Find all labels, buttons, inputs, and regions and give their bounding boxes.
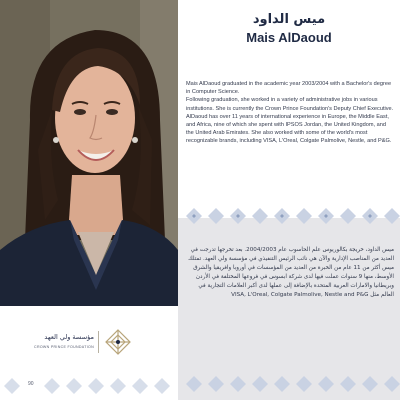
crown-prince-foundation-logo-icon <box>104 328 132 356</box>
foundation-name-english: CROWN PRINCE FOUNDATION <box>34 345 94 349</box>
name-arabic: ميس الداود <box>252 12 326 27</box>
diamond-pattern-top <box>178 202 400 230</box>
portrait-illustration <box>0 0 178 306</box>
foundation-name-arabic: مؤسسة ولي العهد <box>44 333 94 341</box>
name-english: Mais AlDaoud <box>246 30 332 45</box>
diamond-pattern-footer <box>0 372 178 400</box>
bio-paragraph-2: Following graduation, she worked in a variety of administrative jobs in various institutions. She is currently the Crown Prince Foundation's Deputy Chief Executive. <box>186 97 394 112</box>
logo-divider <box>98 331 99 353</box>
bio-paragraph-3: AlDaoud has over 11 years of international experience in Europe, the Middle East, and Africa, nine of which she spent with IPSOS Jordan, the United Kingdom, and the United Arab Emirates. She also worked with some of the world's most recognizable brands, including VISA, L'Oreal, Colgate Palmolive, Nestle, and P&G. <box>186 113 392 145</box>
diamond-pattern-bottom <box>178 368 400 400</box>
biography-arabic: ميس الداود، خريجة بكالوريوس علم الحاسوب عام 2004/2003. بعد تخرجها تدرجت في العديد من المناصب الإدارية والآن هي نائب الرئيس التنفيذي في مؤسسة ولي العهد. تمتلك ميس أكثر من 11 عام من الخبرة من العديد من المؤسسات في أوروبا وافريقيا والشرق الأوسط، منها 9 سنوات عملت فيها لدى شركة ابسوس في فروعها المختلفة في الأردن وبريطانيا والامارات العربية المتحدة بالإضافة إلى عملها لدى أكبر العلامات التجارية في العالم مثل VISA, L'Oreal, Colgate Palmolive, Nestle and P&G <box>188 247 394 298</box>
biography-english <box>186 80 394 146</box>
portrait-photo <box>0 0 178 306</box>
bio-paragraph-1: Mais AlDaoud graduated in the academic year 2003/2004 with a Bachelor's degree in Computer Science. <box>186 81 392 96</box>
page-number: 90 <box>28 381 34 387</box>
